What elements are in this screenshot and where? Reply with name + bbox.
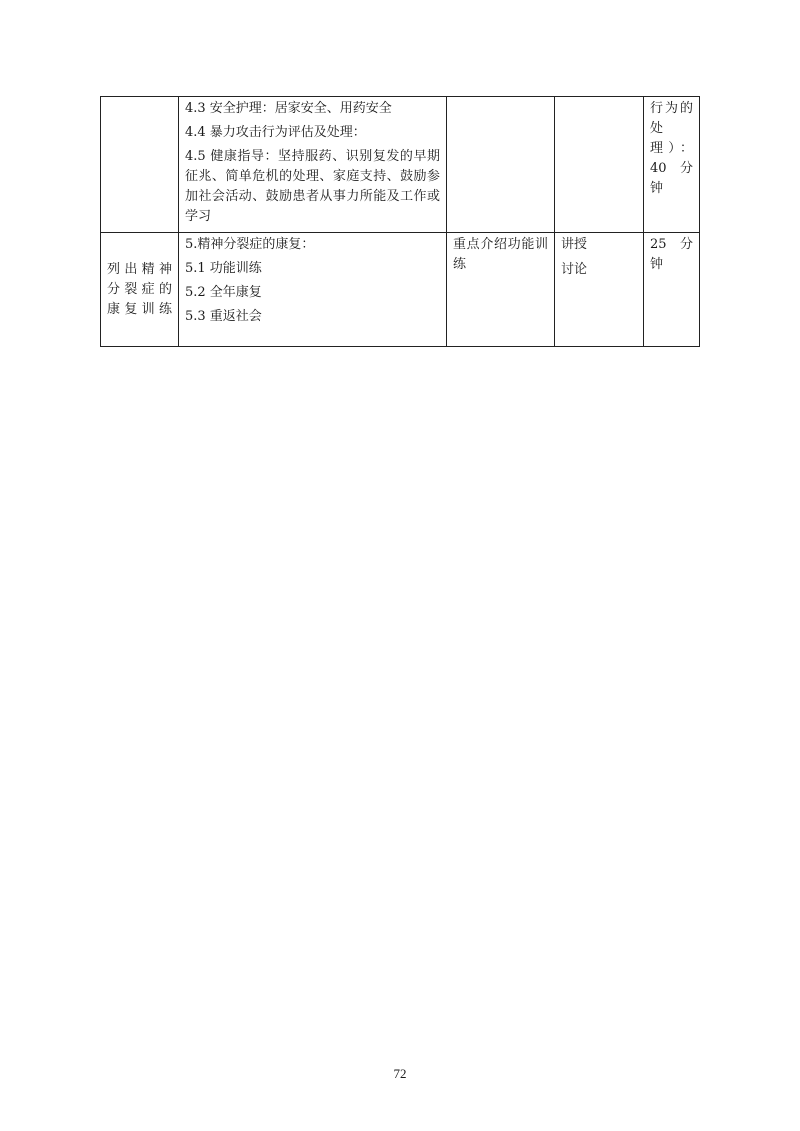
content-cell [179, 233, 447, 347]
key-points-cell [447, 233, 555, 347]
lesson-plan-table [100, 96, 700, 347]
time-line: 钟 [650, 181, 664, 196]
content-item: 4.5 健康指导：坚持服药、识别复发的早期征兆、简单危机的处理、家庭支持、鼓励参加社会活动、鼓励患者从事力所能及工作或学习 [185, 149, 440, 224]
content-item: 5.3 重返社会 [185, 309, 262, 324]
method-item: 讲授 [561, 237, 588, 252]
time-line: 40 分 [650, 161, 693, 176]
time-line: 行为的 [650, 101, 693, 116]
methods-cell [555, 233, 644, 347]
time-line: 处理）： [650, 121, 693, 156]
content-item: 5.精神分裂症的康复： [185, 237, 315, 252]
time-line: 25 分 [650, 237, 693, 252]
key-points-text: 重点介绍功能训练 [453, 237, 548, 272]
objective-line: 列出精神 [107, 261, 172, 277]
time-cell [644, 97, 700, 233]
content-item: 5.2 全年康复 [185, 285, 262, 300]
objective-cell [101, 233, 179, 347]
objective-line: 康复训练 [107, 301, 172, 317]
key-points-cell [447, 97, 555, 233]
content-item: 5.1 功能训练 [185, 261, 262, 276]
time-cell [644, 233, 700, 347]
page-number: 72 [393, 1066, 407, 1081]
method-item: 讨论 [561, 262, 588, 277]
time-line: 钟 [650, 257, 664, 272]
objective-line: 分裂症的 [107, 281, 172, 297]
content-item: 4.4 暴力攻击行为评估及处理： [185, 125, 366, 140]
objective-cell [101, 97, 179, 233]
methods-cell [555, 97, 644, 233]
table-row [101, 97, 700, 233]
content-cell [179, 97, 447, 233]
table-row [101, 233, 700, 347]
content-item: 4.3 安全护理：居家安全、用药安全 [185, 101, 392, 116]
